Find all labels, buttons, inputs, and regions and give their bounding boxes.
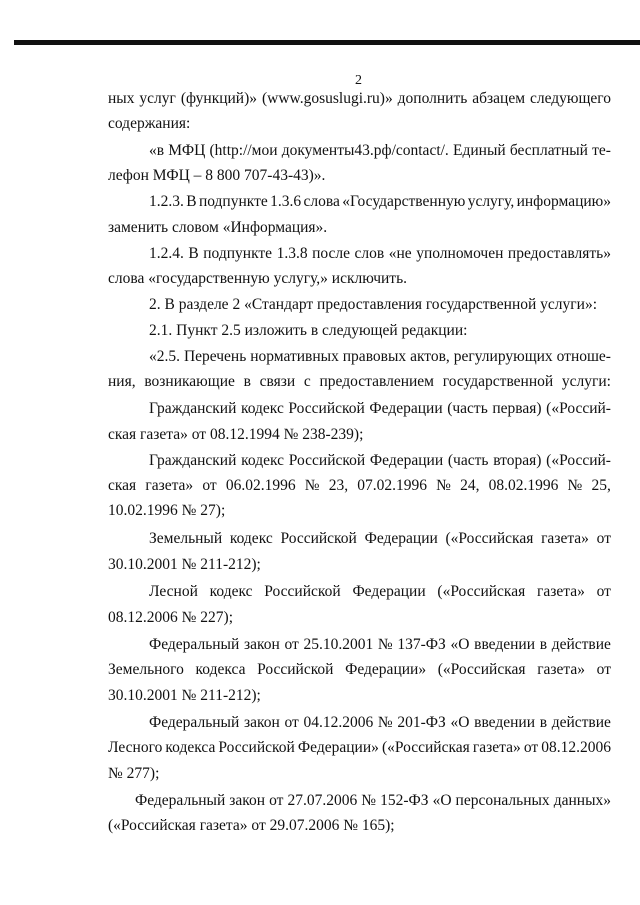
text-line: 2.1. Пункт 2.5 изложить в следующей редакции: — [149, 322, 468, 339]
text-line: 2. В разделе 2 «Стандарт предоставления государственной услуги»: — [149, 296, 598, 313]
text-line: Федеральный закон от 27.07.2006 № 152-ФЗ «О персональных данных» — [135, 792, 611, 809]
text-line: ская газета» от 06.02.1996 № 23, 07.02.1996 № 24, 08.02.1996 № 25, — [108, 477, 611, 494]
text-line: ская газета» от 08.12.1994 № 238-239); — [108, 426, 364, 443]
text-line: содержания: — [108, 115, 191, 132]
text-line: Земельного кодекса Российской Федерации» («Российская газета» от — [108, 661, 611, 678]
header-rule — [14, 40, 640, 45]
text-line: № 277); — [108, 765, 160, 782]
text-line: Федеральный закон от 04.12.2006 № 201-ФЗ «О введении в действие — [149, 714, 611, 731]
text-line: Лесной кодекс Российской Федерации («Российская газета» от — [149, 583, 611, 600]
text-line: («Российская газета» от 29.07.2006 № 165); — [108, 817, 395, 834]
page-number: 2 — [355, 73, 362, 88]
text-line: 08.12.2006 № 227); — [108, 609, 234, 626]
text-line: «2.5. Перечень нормативных правовых актов, регулирующих отноше- — [149, 348, 611, 365]
text-line: ния, возникающие в связи с предоставлением государственной услуги: — [108, 373, 611, 390]
text-line: Федеральный закон от 25.10.2001 № 137-ФЗ «О введении в действие — [149, 636, 611, 653]
text-line: «в МФЦ (http://мои документы43.рф/contact/. Единый бесплатный те- — [149, 142, 611, 159]
text-line: слова «государственную услугу,» исключить. — [108, 270, 408, 287]
text-line: Лесного кодекса Российской Федерации» («Российская газета» от 08.12.2006 — [108, 739, 611, 756]
text-line: 1.2.4. В подпункте 1.3.8 после слов «не уполномочен предоставлять» — [149, 245, 611, 262]
text-line: 10.02.1996 № 27); — [108, 502, 226, 519]
text-line: заменить словом «Информация». — [108, 219, 328, 236]
text-line: Гражданский кодекс Российской Федерации (часть вторая) («Россий- — [149, 452, 611, 469]
text-line: 1.2.3. В подпункте 1.3.6 слова «Государственную услугу, информацию» — [149, 193, 611, 210]
text-line: лефон МФЦ – 8 800 707-43-43)». — [108, 167, 326, 184]
text-line: 30.10.2001 № 211-212); — [108, 556, 261, 573]
text-line: ных услуг (функций)» (www.gosuslugi.ru)» дополнить абзацем следующего — [108, 90, 611, 107]
text-line: 30.10.2001 № 211-212); — [108, 687, 261, 704]
text-line: Земельный кодекс Российской Федерации («Российская газета» от — [149, 530, 611, 547]
text-line: Гражданский кодекс Российской Федерации (часть первая) («Россий- — [149, 400, 611, 417]
